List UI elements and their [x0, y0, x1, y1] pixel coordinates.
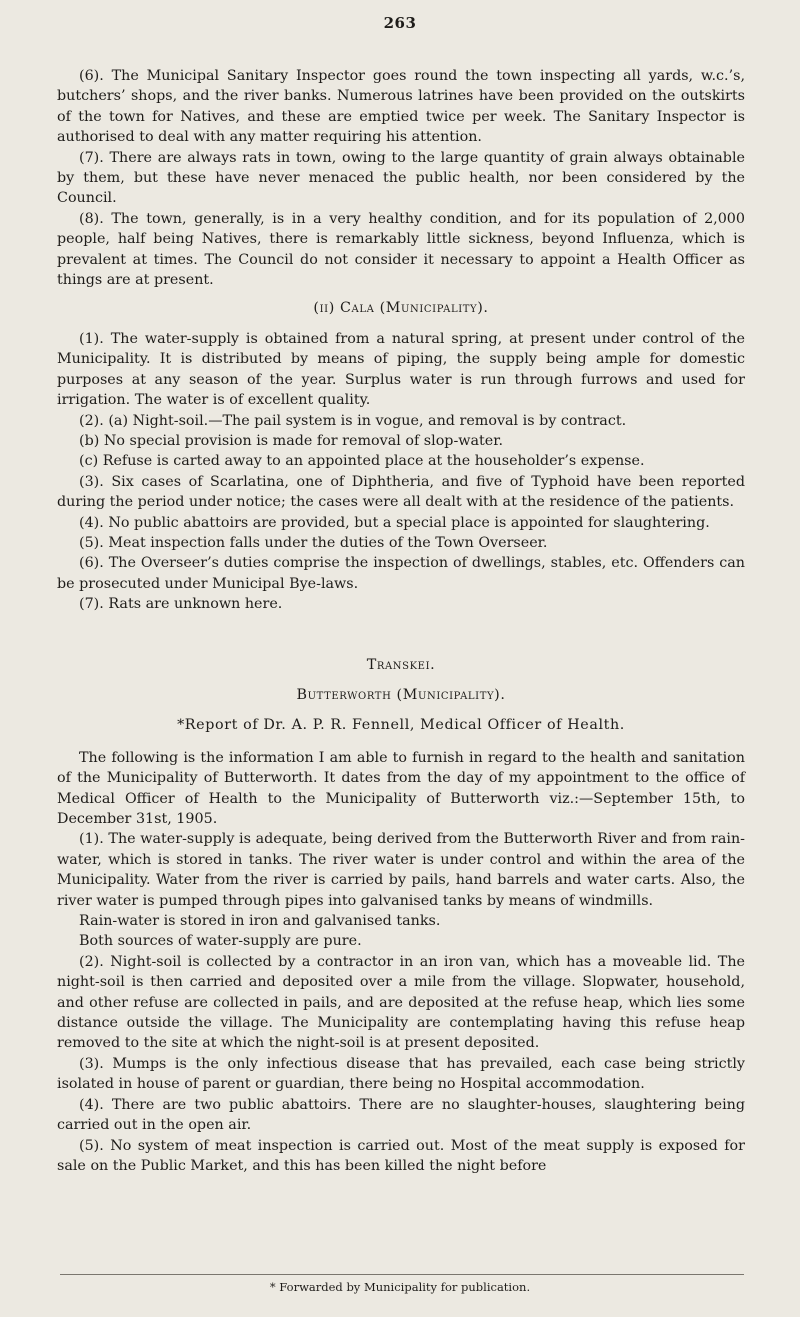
paragraph: (c) Refuse is carted away to an appointed place at the householder’s expense. — [79, 453, 645, 470]
footnote: * Forwarded by Municipality for publication. — [269, 1280, 531, 1294]
paragraph: (8). The town, generally, is in a very healthy condition, and for its population of 2,000 people, half being Natives, there is remarkably little sickness, beyond Influenza, which is prevalent at times. The Council do not consider it necessary to appoint a Health Officer as things are at present. — [57, 210, 745, 289]
paragraph: (6). The Municipal Sanitary Inspector goes round the town inspecting all yards, w.c.’s, butchers’ shops, and the river banks. Numerous latrines have been provided on the outskirts of the town for Natives, and these are emptied twice per week. The Sanitary Inspector is authorised to deal with any matter requiring his attention. — [57, 68, 745, 146]
paragraph: (3). Six cases of Scarlatina, one of Diphtheria, and five of Typhoid have been reported during the period under notice; the cases were all dealt with at the residence of the patients. — [57, 473, 745, 511]
page-body — [57, 66, 745, 1176]
paragraph: (7). There are always rats in town, owing to the large quantity of grain always obtainable by them, but these have never menaced the public health, nor been considered by the Council. — [57, 149, 745, 207]
paragraph: (2). (a) Night-soil.—The pail system is in vogue, and removal is by contract. — [79, 412, 627, 429]
paragraph: Rain-water is stored in iron and galvanised tanks. — [79, 913, 441, 930]
paragraph: (5). No system of meat inspection is carried out. Most of the meat supply is exposed for sale on the Public Market, and this has been killed the night before — [57, 1137, 745, 1174]
section-heading-cala: (ii) Cala (Municipality). — [313, 300, 489, 317]
paragraph: (1). The water-supply is adequate, being derived from the Butterworth River and from rain-water, which is stored in tanks. The river water is under control and within the area of the Municipality. Water from the river is carried by pails, hand barrels and water carts. Also, the river water is pumped through pipes into galvanised tanks by means of windmills. — [57, 831, 745, 909]
paragraph: (3). Mumps is the only infectious disease that has prevailed, each case being strictly isolated in house of parent or guardian, there being no Hospital accommodation. — [57, 1055, 745, 1093]
paragraph: (2). Night-soil is collected by a contractor in an iron van, which has a moveable lid. The night-soil is then carried and deposited over a mile from the village. Slopwater, household, and other refuse are collected in pails, and are deposited at the refuse heap, which lies some distance outside the village. The Municipality are contemplating having this refuse heap removed to the site at which the night-soil is at present deposited. — [57, 953, 745, 1052]
paragraph: (6). The Overseer’s duties comprise the inspection of dwellings, stables, etc. Offenders can be prosecuted under Municipal Bye-laws. — [57, 555, 745, 592]
paragraph: (1). The water-supply is obtained from a natural spring, at present under control of the Municipality. It is distributed by means of piping, the supply being ample for domestic purposes at any season of the year. Surplus water is run through furrows and used for irrigation. The water is of excellent quality. — [57, 330, 745, 409]
paragraph: (b) No special provision is made for removal of slop-water. — [79, 432, 504, 449]
paragraph: The following is the information I am able to furnish in regard to the health and sanitation of the Municipality of Butterworth. It dates from the day of my appointment to the office of Medical Officer of Health to the Municipality of Butterworth viz.:—September 15th, to December 31st, 1905. — [57, 749, 745, 827]
footnote-divider — [60, 1274, 744, 1275]
paragraph: Both sources of water-supply are pure. — [79, 933, 362, 950]
paragraph: (7). Rats are unknown here. — [79, 596, 283, 613]
subheading-butterworth: Butterworth (Municipality). — [296, 686, 506, 703]
paragraph: (4). There are two public abattoirs. There are no slaughter-houses, slaughtering being carried out in the open air. — [57, 1096, 745, 1134]
section-heading-transkei: Transkei. — [366, 656, 436, 673]
paragraph: (5). Meat inspection falls under the duties of the Town Overseer. — [79, 534, 548, 551]
report-attribution: *Report of Dr. A. P. R. Fennell, Medical Officer of Health. — [177, 717, 625, 734]
page-number: 263 — [383, 14, 417, 32]
paragraph: (4). No public abattoirs are provided, but a special place is appointed for slaughtering. — [79, 514, 710, 531]
